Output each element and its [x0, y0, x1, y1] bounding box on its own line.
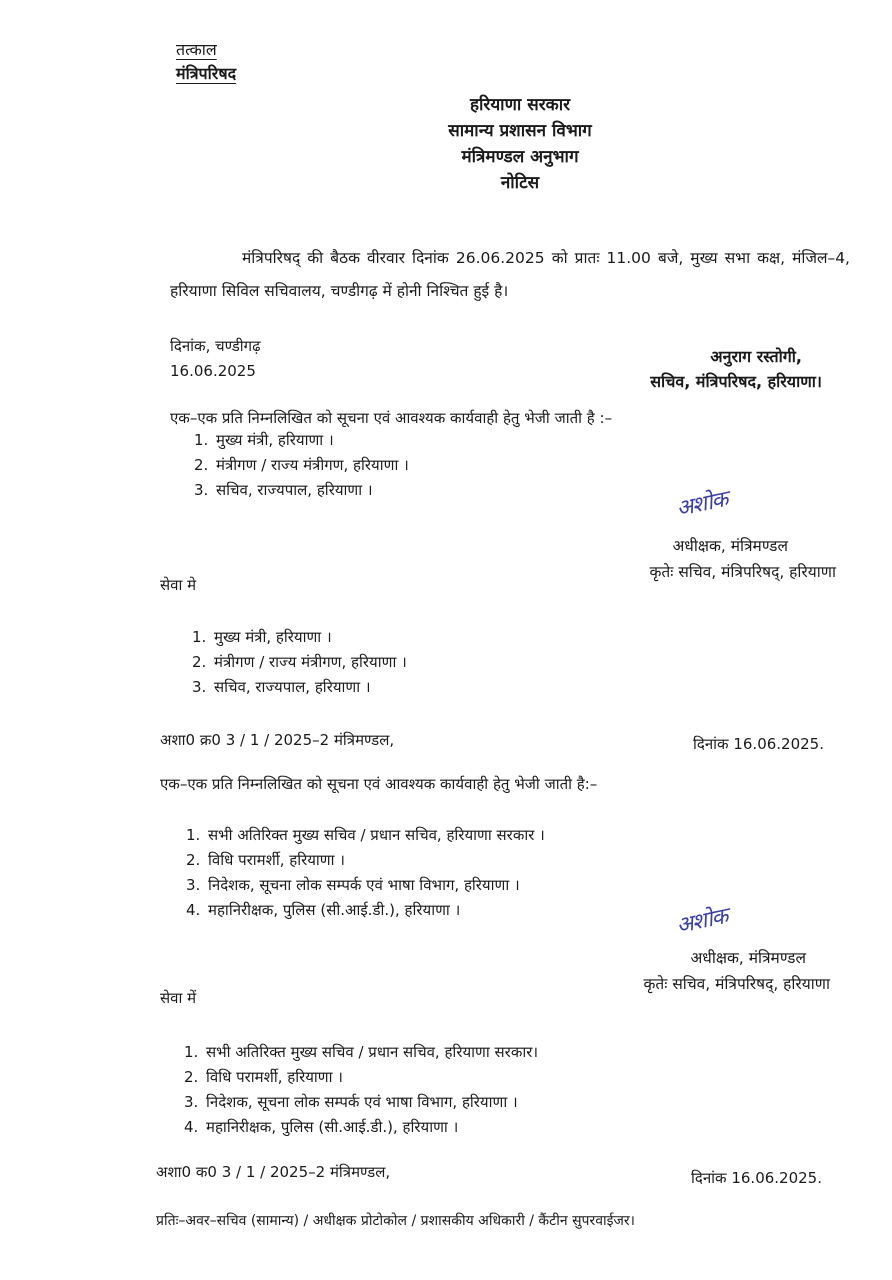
- reference-number-2: अशा0 क0 3 / 1 / 2025–2 मंत्रिमण्डल,: [156, 1163, 391, 1181]
- list-item: 3. सचिव, राज्यपाल, हरियाणा ।: [192, 678, 371, 696]
- list-item: 2. विधि परामर्शी, हरियाणा ।: [186, 851, 345, 869]
- reference-date-2: दिनांक 16.06.2025.: [690, 1169, 822, 1187]
- department-name: सामान्य प्रशासन विभाग: [448, 121, 592, 141]
- copy-intro-2: एक–एक प्रति निम्नलिखित को सूचना एवं आवश्यक कार्यवाही हेतु भेजी जाती है:–: [160, 775, 598, 793]
- sign-title-2b: कृतेः सचिव, मंत्रिपरिषद्, हरियाणा: [643, 975, 830, 993]
- reference-date-1: दिनांक 16.06.2025.: [692, 735, 824, 753]
- document-type: नोटिस: [500, 173, 540, 193]
- list-item: 1. मुख्य मंत्री, हरियाणा ।: [194, 431, 334, 449]
- place-label: दिनांक, चण्डीगढ़: [170, 337, 261, 355]
- list-item: 2. विधि परामर्शी, हरियाणा ।: [184, 1068, 343, 1086]
- list-item: 1. सभी अतिरिक्त मुख्य सचिव / प्रधान सचिव, हरियाणा सरकार।: [184, 1043, 539, 1061]
- seva-label-1: सेवा मे: [160, 576, 197, 594]
- copy-to-line: प्रतिः–अवर–सचिव (सामान्य) / अधीक्षक प्रोटोकोल / प्रशासकीय अधिकारी / कैंटीन सुपरवाईजर।: [156, 1213, 635, 1229]
- notice-body: [170, 242, 850, 308]
- copy-list-2: [186, 823, 545, 923]
- priority-label: तत्काल: [176, 40, 217, 59]
- copy-list-1: [194, 428, 409, 503]
- signatory-title: सचिव, मंत्रिपरिषद, हरियाणा।: [650, 372, 822, 391]
- signatory-block: [650, 344, 822, 394]
- addressed-to-label: मंत्रिपरिषद: [176, 64, 237, 83]
- handwritten-signature: अशोक: [674, 903, 730, 940]
- seva-list-2: [184, 1040, 538, 1140]
- sign-title-1b: कृतेः सचिव, मंत्रिपरिषद्, हरियाणा: [649, 563, 836, 581]
- sign-title-1a: अधीक्षक, मंत्रिमण्डल: [672, 537, 788, 555]
- government-name: हरियाणा सरकार: [469, 95, 571, 115]
- copy-intro-1: एक–एक प्रति निम्नलिखित को सूचना एवं आवश्यक कार्यवाही हेतु भेजी जाती है :–: [170, 409, 613, 427]
- list-item: 3. सचिव, राज्यपाल, हरियाणा ।: [194, 481, 373, 499]
- reference-number-1: अशा0 क्र0 3 / 1 / 2025–2 मंत्रिमण्डल,: [160, 731, 395, 749]
- list-item: 3. निदेशक, सूचना लोक सम्पर्क एवं भाषा विभाग, हरियाणा ।: [186, 876, 520, 894]
- letterhead: [420, 92, 620, 196]
- section-name: मंत्रिमण्डल अनुभाग: [461, 147, 579, 167]
- notice-date: 16.06.2025: [170, 362, 256, 380]
- sign-title-2a: अधीक्षक, मंत्रिमण्डल: [690, 949, 806, 967]
- handwritten-signature: अशोक: [674, 486, 730, 523]
- notice-body-text: मंत्रिपरिषद् की बैठक वीरवार दिनांक 26.06.2025 को प्रातः 11.00 बजे, मुख्य सभा कक्ष, मंजिल–4, हरियाणा सिविल सचिवालय, चण्डीगढ़ में होनी निश्चित हुई है।: [170, 249, 850, 300]
- list-item: 1. मुख्य मंत्री, हरियाणा ।: [192, 628, 332, 646]
- list-item: 2. मंत्रीगण / राज्य मंत्रीगण, हरियाणा ।: [194, 456, 409, 474]
- list-item: 4. महानिरीक्षक, पुलिस (सी.आई.डी.), हरियाणा ।: [184, 1118, 459, 1136]
- list-item: 2. मंत्रीगण / राज्य मंत्रीगण, हरियाणा ।: [192, 653, 407, 671]
- list-item: 4. महानिरीक्षक, पुलिस (सी.आई.डी.), हरियाणा ।: [186, 901, 461, 919]
- seva-label-2: सेवा में: [160, 989, 197, 1007]
- list-item: 1. सभी अतिरिक्त मुख्य सचिव / प्रधान सचिव, हरियाणा सरकार ।: [186, 826, 545, 844]
- seva-list-1: [192, 625, 407, 700]
- list-item: 3. निदेशक, सूचना लोक सम्पर्क एवं भाषा विभाग, हरियाणा ।: [184, 1093, 518, 1111]
- signatory-name: अनुराग रस्तोगी,: [710, 347, 802, 366]
